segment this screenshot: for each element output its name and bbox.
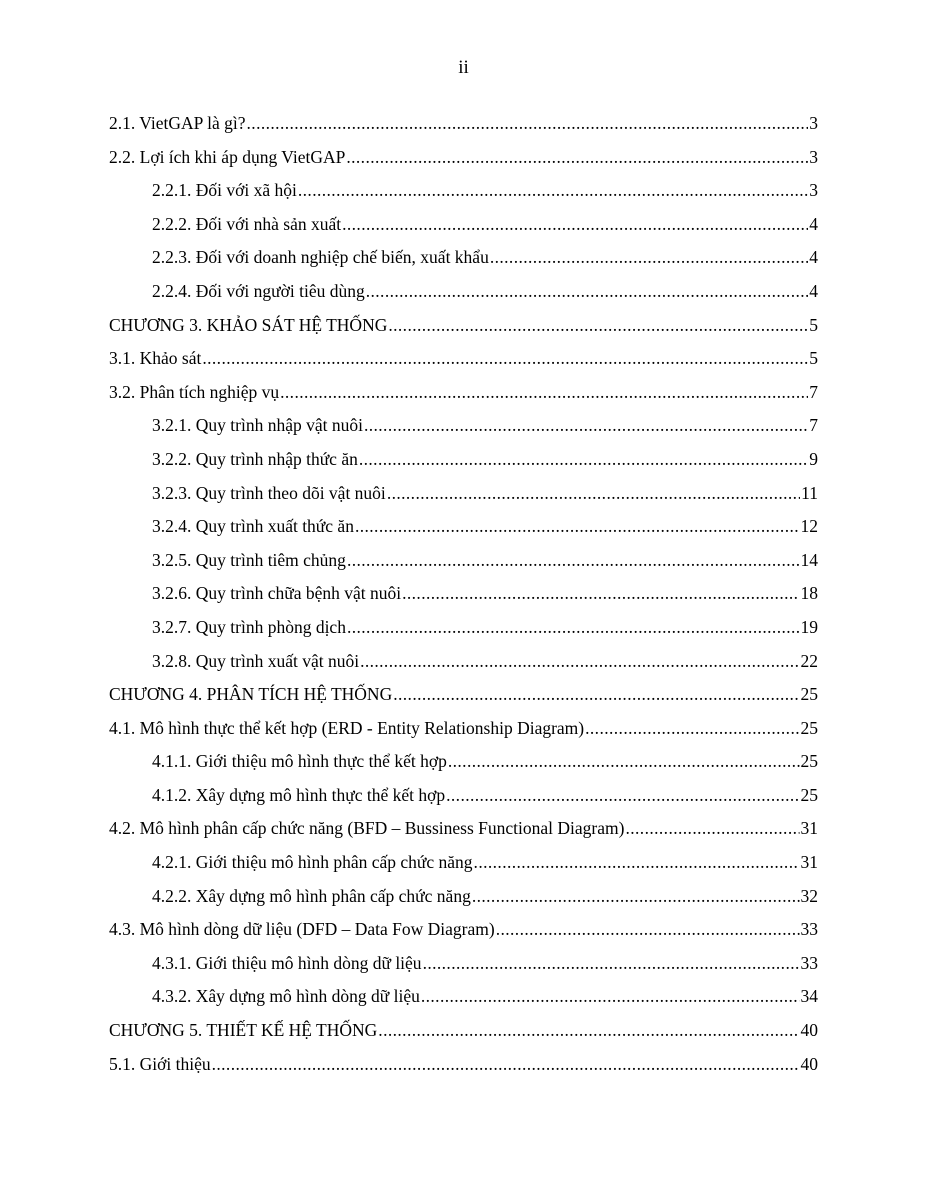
dot-leader (347, 544, 800, 578)
toc-entry-title: CHƯƠNG 5. THIẾT KẾ HỆ THỐNG (109, 1020, 378, 1041)
dot-leader (423, 947, 800, 981)
toc-entry-page-number: 22 (800, 650, 818, 671)
toc-entry[interactable] (109, 913, 818, 947)
toc-entry-title: 4.1.2. Xây dựng mô hình thực thể kết hợp (152, 784, 446, 805)
toc-entry[interactable] (109, 1014, 818, 1048)
toc-entry-title: 2.2.1. Đối với xã hội (152, 180, 297, 201)
toc-entry-page-number: 12 (800, 516, 818, 537)
toc-entry-title: 3.1. Khảo sát (109, 348, 202, 369)
page-number: ii (458, 57, 469, 78)
toc-entry-page-number: 40 (800, 1020, 818, 1041)
toc-entry-page-number: 34 (800, 986, 818, 1007)
toc-entry-title: 3.2.6. Quy trình chữa bệnh vật nuôi (152, 583, 402, 604)
toc-entry-page-number: 3 (809, 180, 818, 201)
toc-entry-title: 4.3.2. Xây dựng mô hình dòng dữ liệu (152, 986, 420, 1007)
dot-leader (490, 241, 808, 275)
toc-entry-page-number: 5 (809, 348, 818, 369)
toc-entry[interactable] (109, 241, 818, 275)
dot-leader (280, 376, 808, 410)
toc-entry[interactable] (109, 275, 818, 309)
toc-entry-title: 3.2.5. Quy trình tiêm chủng (152, 549, 346, 570)
dot-leader (496, 913, 800, 947)
dot-leader (448, 745, 800, 779)
toc-entry-title: 4.1. Mô hình thực thể kết hợp (ERD - Entity Relationship Diagram) (109, 717, 585, 738)
toc-entry[interactable] (109, 510, 818, 544)
toc-entry-title: 4.2. Mô hình phân cấp chức năng (BFD – Bussiness Functional Diagram) (109, 818, 625, 839)
toc-entry[interactable] (109, 611, 818, 645)
toc-entry[interactable] (109, 812, 818, 846)
toc-entry-title: 3.2.1. Quy trình nhập vật nuôi (152, 415, 363, 436)
toc-entry-title: 3.2.7. Quy trình phòng dịch (152, 616, 346, 637)
toc-entry-title: 2.2.3. Đối với doanh nghiệp chế biến, xuất khẩu (152, 247, 489, 268)
toc-entry-page-number: 31 (800, 818, 818, 839)
toc-entry[interactable] (109, 712, 818, 746)
dot-leader (364, 409, 808, 443)
toc-entry-title: CHƯƠNG 4. PHÂN TÍCH HỆ THỐNG (109, 684, 393, 705)
toc-entry-page-number: 14 (800, 549, 818, 570)
toc-entry-title: 4.2.2. Xây dựng mô hình phân cấp chức năng (152, 885, 471, 906)
toc-entry-title: 3.2.3. Quy trình theo dõi vật nuôi (152, 482, 386, 503)
toc-entry-page-number: 9 (809, 448, 818, 469)
dot-leader (247, 107, 809, 141)
toc-entry-title: 4.3. Mô hình dòng dữ liệu (DFD – Data Fow Diagram) (109, 919, 495, 940)
toc-entry-title: 3.2.4. Quy trình xuất thức ăn (152, 516, 354, 537)
toc-entry[interactable] (109, 443, 818, 477)
toc-entry[interactable] (109, 880, 818, 914)
toc-entry-page-number: 25 (800, 784, 818, 805)
toc-entry[interactable] (109, 577, 818, 611)
toc-entry-page-number: 4 (809, 280, 818, 301)
dot-leader (378, 1014, 799, 1048)
toc-entry-page-number: 25 (800, 717, 818, 738)
dot-leader (342, 208, 808, 242)
dot-leader (474, 846, 800, 880)
toc-entry-page-number: 7 (809, 415, 818, 436)
toc-entry-page-number: 4 (809, 247, 818, 268)
dot-leader (360, 645, 799, 679)
toc-entry-page-number: 3 (809, 113, 818, 133)
toc-entry-title: 4.3.1. Giới thiệu mô hình dòng dữ liệu (152, 952, 422, 973)
toc-entry-page-number: 32 (800, 885, 818, 906)
toc-entry-page-number: 19 (800, 616, 818, 637)
toc-entry[interactable] (109, 477, 818, 511)
toc-entry[interactable] (109, 376, 818, 410)
toc-entry[interactable] (109, 779, 818, 813)
table-of-contents (109, 107, 818, 1081)
toc-entry-title: 2.1. VietGAP là gì? (109, 113, 246, 133)
toc-entry[interactable] (109, 107, 818, 141)
toc-entry[interactable] (109, 947, 818, 981)
toc-entry[interactable] (109, 544, 818, 578)
dot-leader (347, 611, 800, 645)
toc-entry[interactable] (109, 409, 818, 443)
toc-entry-page-number: 33 (800, 952, 818, 973)
dot-leader (355, 510, 800, 544)
toc-entry-page-number: 33 (800, 919, 818, 940)
dot-leader (421, 980, 800, 1014)
dot-leader (366, 275, 809, 309)
toc-entry-page-number: 5 (809, 314, 818, 335)
toc-entry-page-number: 4 (809, 213, 818, 234)
dot-leader (298, 174, 808, 208)
toc-entry-page-number: 11 (801, 482, 818, 503)
toc-entry-page-number: 40 (800, 1053, 818, 1074)
dot-leader (388, 309, 808, 343)
dot-leader (625, 812, 799, 846)
toc-entry[interactable] (109, 980, 818, 1014)
toc-entry[interactable] (109, 846, 818, 880)
toc-entry-title: 3.2. Phân tích nghiệp vụ (109, 381, 280, 402)
toc-entry-title: 3.2.8. Quy trình xuất vật nuôi (152, 650, 360, 671)
dot-leader (393, 678, 799, 712)
toc-entry[interactable] (109, 1048, 818, 1082)
dot-leader (359, 443, 808, 477)
toc-entry[interactable] (109, 309, 818, 343)
toc-entry[interactable] (109, 174, 818, 208)
dot-leader (212, 1048, 800, 1082)
dot-leader (472, 880, 800, 914)
toc-entry-title: 2.2.2. Đối với nhà sản xuất (152, 213, 342, 234)
toc-entry[interactable] (109, 342, 818, 376)
toc-entry-title: 3.2.2. Quy trình nhập thức ăn (152, 448, 358, 469)
toc-entry-title: 4.1.1. Giới thiệu mô hình thực thể kết hợp (152, 751, 447, 772)
dot-leader (346, 141, 808, 175)
toc-entry[interactable] (109, 678, 818, 712)
dot-leader (446, 779, 799, 813)
dot-leader (585, 712, 799, 746)
toc-entry-title: 2.2.4. Đối với người tiêu dùng (152, 280, 365, 301)
toc-entry-page-number: 25 (800, 751, 818, 772)
dot-leader (387, 477, 800, 511)
toc-entry-title: 5.1. Giới thiệu (109, 1053, 211, 1074)
toc-entry-title: 2.2. Lợi ích khi áp dụng VietGAP (109, 146, 346, 167)
toc-entry-page-number: 3 (809, 146, 818, 167)
dot-leader (402, 577, 799, 611)
toc-entry-title: CHƯƠNG 3. KHẢO SÁT HỆ THỐNG (109, 314, 388, 335)
toc-entry[interactable] (109, 208, 818, 242)
toc-entry-page-number: 18 (800, 583, 818, 604)
toc-entry-page-number: 7 (809, 381, 818, 402)
toc-entry-title: 4.2.1. Giới thiệu mô hình phân cấp chức năng (152, 852, 473, 873)
toc-entry[interactable] (109, 745, 818, 779)
toc-entry-page-number: 25 (800, 684, 818, 705)
toc-entry[interactable] (109, 645, 818, 679)
dot-leader (202, 342, 808, 376)
toc-entry[interactable] (109, 141, 818, 175)
toc-entry-page-number: 31 (800, 852, 818, 873)
